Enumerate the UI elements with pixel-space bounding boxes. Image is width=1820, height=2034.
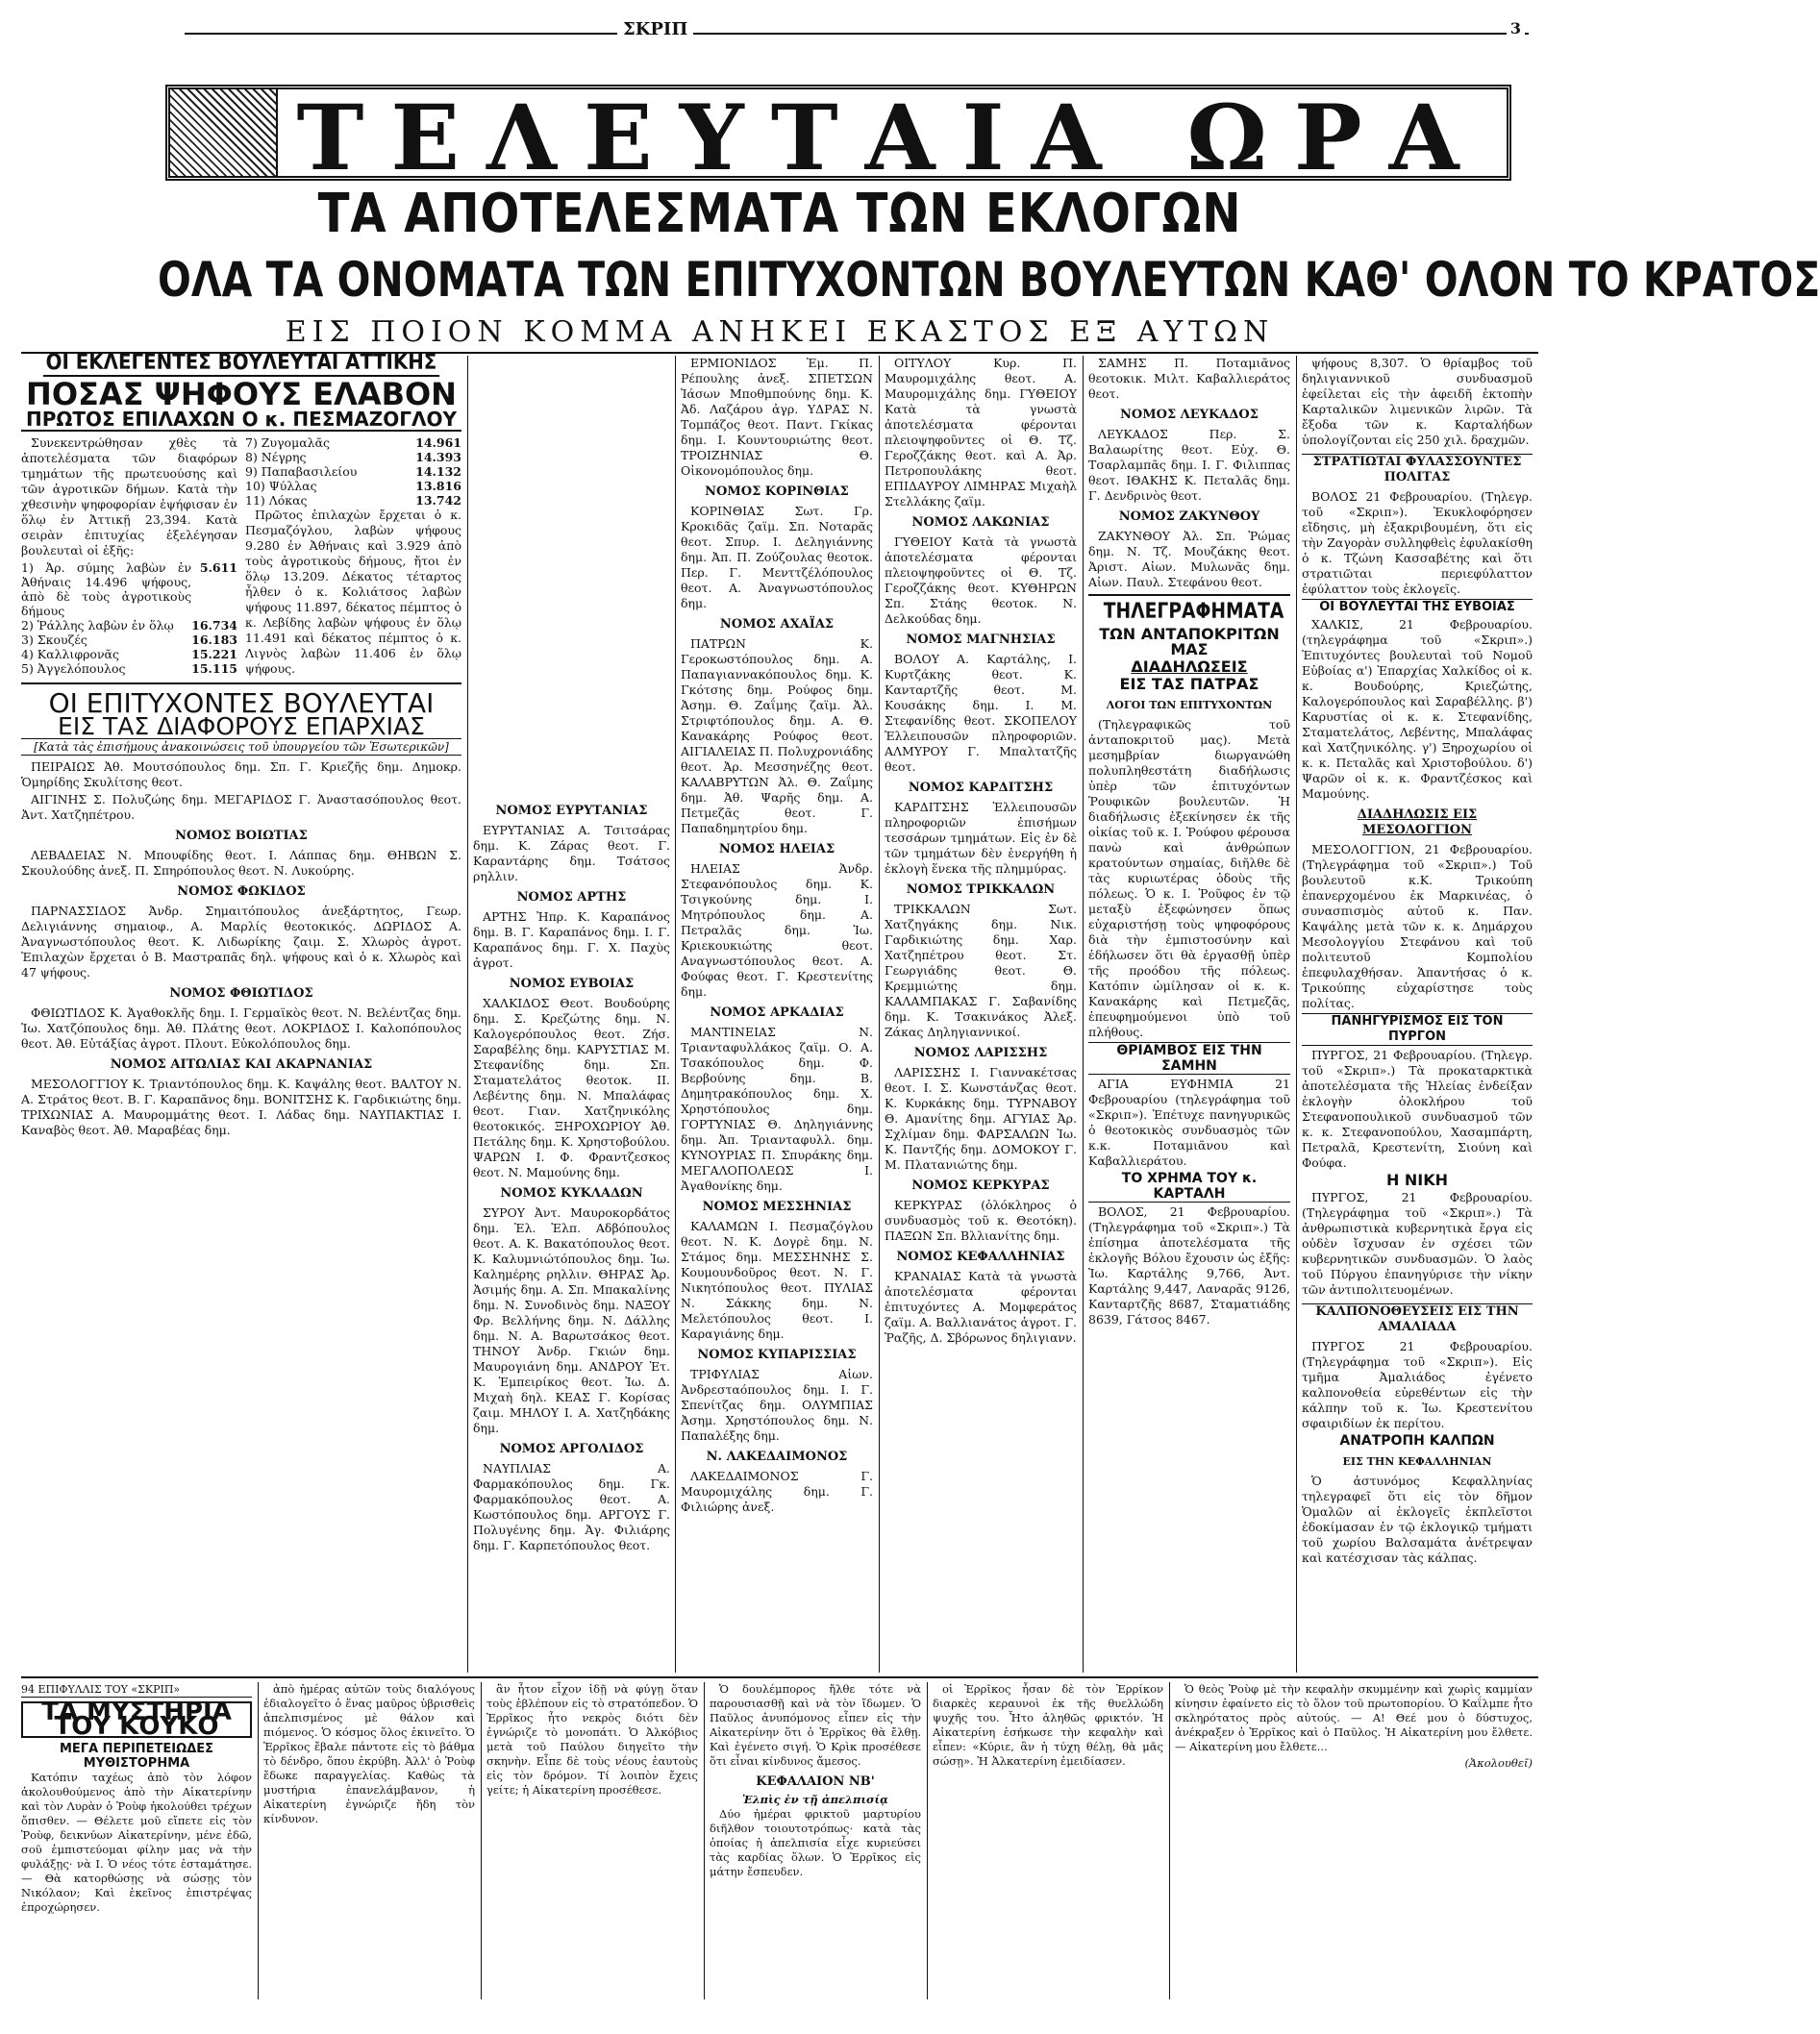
vote-count: 14.393 <box>415 450 461 464</box>
article-paragraph: ΒΟΛΟΣ 21 Φεβρουαρίου. (Τηλεγρ. τοῦ «Σκριπ»). Ἐκυκλοφόρησεν εἴδησις, μὴ ἐξακριβουμένη, ὅτι εἰς τὴν Ζαγορὰν συλληφθεὶς ἐφυλακίσθη ὁ κ. Τζώνη Κασσαβέτης καὶ ὅτι στρατιῶται περιεφύλαττον ἐφύλαττον τοὺς ἐκλογεῖς. <box>1302 489 1533 596</box>
article-paragraph: ΜΕΣΟΛΟΓΓΙΟΥ Κ. Τριαντόπουλος δημ. Κ. Καψάλης θεοτ. ΒΑΛΤΟΥ Ν. Α. Στράτος θεοτ. Β. Γ. Καραπᾶνος δημ. ΒΟΝΙΤΣΗΣ Κ. Γαρδικιώτης δημ. ΤΡΙΧΩΝΙΑΣ Α. Μαυρομμάτης θεοτ. Ι. Λάδας δημ. ΝΑΥΠΑΚΤΙΑΣ Ι. Καναβὸς θεοτ. Ἀθ. Μαραβέας δημ. <box>21 1077 461 1137</box>
section-heading: ΝΟΜΟΣ ΛΑΡΙΣΣΗΣ <box>913 1046 1048 1060</box>
section-heading: ΟΙ ΒΟΥΛΕΥΤΑΙ ΤΗΣ ΕΥΒΟΙΑΣ <box>1302 599 1533 615</box>
serial-column-6 <box>1175 1682 1533 1999</box>
runnerup-headline: ΠΡΩΤΟΣ ΕΠΙΛΑΧΩΝ Ο κ. ΠΕΣΜΑΖΟΓΛΟΥ <box>21 411 461 432</box>
serial-paragraph: Ὁ θεὸς Ῥοὺφ μὲ τὴν κεφαλὴν σκυμμένην καὶ χωρὶς καμμίαν κίνησιν ἐφαίνετο εἰς τὸ ὅλον τοῦ πρωτοπορίου. Ὁ Καΐλμπε ἦτο σκληρότατος πρὸς αὐτούς. — Α! Θεέ μου ὁ δύστυχος, ἀνέκραξεν ὁ Ἐρρῖκος καὶ ὁ Παῦλος. Ἡ Αἰκατερίνη μου ἔλθετε. — Αἰκατερίνη μου ἔλθετε... <box>1175 1682 1533 1753</box>
decorative-ornament <box>170 89 278 176</box>
section-heading: ΝΟΜΟΣ ΒΟΙΩΤΙΑΣ <box>175 829 308 843</box>
article-paragraph: ΤΡΙΚΚΑΛΩΝ Σωτ. Χατζηγάκης δημ. Νικ. Γαρδικιώτης δημ. Χαρ. Χατζηπέτρου θεοτ. Στ. Γεωργιάδης θεοτ. Θ. Κρεμμιώτης δημ. ΚΑΛΑΜΠΑΚΑΣ Γ. Σαβανίδης δημ. Κ. Τσακινάκος Ἀλεξ. Ζάκας Δηληγιαννικοί. <box>885 902 1077 1039</box>
column-rule <box>1169 1682 1170 1999</box>
serial-column-2 <box>263 1682 475 1999</box>
section-heading: ΝΟΜΟΣ ΜΑΓΝΗΣΙΑΣ <box>906 633 1056 647</box>
candidate-name: 4) Καλλιφρονᾶς <box>21 647 119 661</box>
candidate-name: 7) Ζυγομαλᾶς <box>245 435 331 450</box>
article-paragraph: ΑΡΤΗΣ Ἠπρ. Κ. Καραπάνος δημ. Β. Γ. Καραπάνος δημ. Ι. Γ. Καραπάνος δημ. Γ. Χ. Παχὺς ἀγροτ. <box>473 909 670 970</box>
section-heading: ΝΟΜΟΣ ΚΟΡΙΝΘΙΑΣ <box>705 484 849 499</box>
article-paragraph: ΕΥΡΥΤΑΝΙΑΣ Α. Τσιτσάρας δημ. Κ. Ζάρας θεοτ. Γ. Καραντάρης δημ. Τσάτσος ρηλλιν. <box>473 823 670 883</box>
attica-results <box>21 435 461 679</box>
masthead-rule <box>185 33 1529 35</box>
result-row <box>245 464 461 479</box>
vote-count: 15.221 <box>191 647 237 661</box>
article-paragraph: ΕΡΜΙΟΝΙΔΟΣ Ἐμ. Π. Ρέπουλης ἀνεξ. ΣΠΕΤΣΩΝ Ἰάσων Μποθμπούνης δημ. Κ. Ἀδ. Λαζάρου ἀγρ. ΥΔΡΑΣ Ν. Τομπάζος θεοτ. Παντ. Γκίκας δημ. Ι. Κουντουριώτης θεοτ. ΤΡΟΙΖΗΝΙΑΣ Θ. Οἰκονομόπουλος δημ. <box>681 356 873 478</box>
article-paragraph: ΛΕΒΑΔΕΙΑΣ Ν. Μπουφίδης θεοτ. Ι. Λάππας δημ. ΘΗΒΩΝ Σ. Σκουλούδης ἀνεξ. Π. Σπηρόπουλος θεοτ. Ν. Λυκούρης. <box>21 848 461 878</box>
attica-headline: ΟΙ ΕΚΛΕΓΕΝΤΕΣ ΒΟΥΛΕΥΤΑΙ ΑΤΤΙΚΗΣ <box>43 356 439 377</box>
attica-table-right <box>245 435 461 508</box>
section-heading: ΝΟΜΟΣ ΚΑΡΔΙΤΣΗΣ <box>908 781 1054 795</box>
article-paragraph: ΑΓΙΑ ΕΥΦΗΜΙΑ 21 Φεβρουαρίου (τηλεγράφημα τοῦ «Σκριπ»). Ἐπέτυχε πανηγυρικῶς ὁ θεοτοκικὸς συνδυασμὸς τῶν κ.κ. Ποταμιᾶνου καὶ Καβαλλιεράτου. <box>1088 1077 1290 1168</box>
column-rule <box>481 1682 482 1999</box>
article-paragraph: ΝΑΥΠΛΙΑΣ Α. Φαρμακόπουλος δημ. Γκ. Φαρμακόπουλος θεοτ. Α. Κωστόπουλος δημ. ΑΡΓΟΥΣ Γ. Πολυγένης δημ. Ἀγ. Φιλιάρης δημ. Γ. Καρπετόπουλος θεοτ. <box>473 1461 670 1552</box>
speeches-subheading: ΛΟΓΟΙ ΤΩΝ ΕΠΙΤΥΧΟΝΤΩΝ <box>1106 699 1273 711</box>
section-heading: ΝΟΜΟΣ ΖΑΚΥΝΘΟΥ <box>1118 509 1260 524</box>
section-heading: ΝΟΜΟΣ ΚΕΡΚΥΡΑΣ <box>911 1178 1050 1193</box>
result-row <box>245 493 461 508</box>
candidate-name: 8) Νέγρης <box>245 450 307 464</box>
main-headline: ΤΕΛΕΥΤΑΙΑ ΩΡΑ <box>296 86 1486 191</box>
article-paragraph: ΚΡΑΝΑΙΑΣ Κατὰ τὰ γνωστὰ ἀποτελέσματα φέρονται ἐπιτυχόντες Α. Μομφεράτος ζαϊμ. Α. Βαλλιανάτος ἀγροτ. Γ. Ῥαζῆς, Δ. Σβόρωνος δηλιγιανν. <box>885 1269 1077 1345</box>
article-paragraph: ΒΟΛΟΥ Α. Καρτάλης, Ι. Κυρτζάκης θεοτ. Κ. Κανταρτζῆς θεοτ. Μ. Κουσάκης δημ. Ι. Μ. Στεφανίδης θεοτ. ΣΚΟΠΕΛΟΥ Ἐλλειπουσῶν πληροφοριῶν. ΑΛΜΥΡΟΥ Γ. Μπαλτατζῆς θεοτ. <box>885 652 1077 774</box>
candidate-name: 10) Ψύλλας <box>245 479 317 493</box>
section-heading: ΝΟΜΟΣ ΕΥΒΟΙΑΣ <box>509 977 635 991</box>
section-heading: ΝΟΜΟΣ ΦΩΚΙΔΟΣ <box>177 884 306 899</box>
article-paragraph: ΚΕΡΚΥΡΑΣ (ὁλόκληρος ὁ συνδυασμὸς τοῦ κ. Θεοτόκη). ΠΑΞΩΝ Σπ. Βλλιανίτης δημ. <box>885 1198 1077 1243</box>
divider <box>21 1676 1538 1678</box>
article-paragraph: ΚΟΡΙΝΘΙΑΣ Σωτ. Γρ. Κροκιδᾶς ζαϊμ. Σπ. Νοταρᾶς θεοτ. Σπυρ. Ι. Δεληγιάννης δημ. Ἀπ. Π. Ζούζουλας θεοτοκ. Περ. Γ. Μενττζέλόπουλος θεοτ. Α. Ἀναγνωστόπουλος δημ. <box>681 504 873 610</box>
article-paragraph: ΠΥΡΓΟΣ 21 Φεβρουαρίου. (Τηλεγράφημα τοῦ «Σκριπ»). Εἰς τμῆμα Ἀμαλιάδος ἐγένετο καλπονοθεία εὐρεθέντων εἰς τὴν κάλπην τοῦ κ. Ἰω. Κρεστενίτου σφαιριδίων ἐκ περίτου. <box>1302 1339 1533 1430</box>
section-heading: ΝΟΜΟΣ ΚΥΠΑΡΙΣΣΙΑΣ <box>697 1348 857 1362</box>
telegrams-subheadline: ΤΩΝ ΑΝΤΑΠΟΚΡΙΤΩΝ ΜΑΣ <box>1099 625 1280 658</box>
article-paragraph: ΖΑΚΥΝΘΟΥ Ἀλ. Σπ. Ῥώμας δημ. Ν. Τζ. Μουζάκης θεοτ. Ἀριστ. Αἰων. Μυλωνᾶς δημ. Αἰων. Παυλ. Στεφάνου θεοτ. <box>1088 529 1290 589</box>
section-heading: ΝΟΜΟΣ ΜΕΣΣΗΝΙΑΣ <box>702 1200 852 1214</box>
section-heading: ΝΟΜΟΣ ΑΡΓΟΛΙΔΟΣ <box>499 1442 644 1456</box>
column-rule <box>704 1682 705 1999</box>
candidate-name: 2) Ῥάλλης λαβὼν ἐν ὅλῳ <box>21 618 174 633</box>
section-heading: ΝΟΜΟΣ ΚΥΚΛΑΔΩΝ <box>500 1186 643 1201</box>
candidate-name: 9) Παπαβασιλείου <box>245 464 358 479</box>
source-note: [Κατὰ τὰς ἐπισήμους ἀνακοινώσεις τοῦ ὑπουργείου τῶν Ἐσωτερικῶν] <box>21 738 461 756</box>
section-heading: ΝΟΜΟΣ ΚΕΦΑΛΛΗΝΙΑΣ <box>896 1250 1065 1264</box>
section-heading: ΝΟΜΟΣ ΛΕΥΚΑΔΟΣ <box>1120 408 1259 422</box>
column-rule <box>258 1682 259 1999</box>
section-heading: ΔΙΑΔΗΛΩΣΙΣ ΕΙΣ ΜΕΣΟΛΟΓΓΙΟΝ <box>1357 807 1478 837</box>
article-paragraph: ΦΘΙΩΤΙΔΟΣ Κ. Ἀγαθοκλῆς δημ. Ι. Γερμαϊκὸς θεοτ. Ν. Βελέντζας δημ. Ἰω. Χατζόπουλος δημ. Ἀθ. Πλάτης θεοτ. ΛΟΚΡΙΔΟΣ Ι. Καλοπόπουλος θεοτ. Ἀθ. Εὐτάξίας ἀγροτ. Πλουτ. Εὐκολόπουλος δημ. <box>21 1005 461 1051</box>
column-4 <box>885 356 1077 1673</box>
article-paragraph: ΠΥΡΓΟΣ, 21 Φεβρουαρίου. (Τηλεγρ. τοῦ «Σκριπ».) Τὰ προκαταρκτικὰ ἀποτελέσματα τῆς Ἠλείας ἐνδείξαν ἐκλογὴν ὁλοκλήρου τοῦ Στεφανοπουλικοῦ συνδυασμοῦ τῶν κ. κ. Στεφανοπούλου, Χασαμπάρτη, Πετραλᾶ, Κρεστενίτη, Σιούνη καὶ Φούφα. <box>1302 1048 1533 1170</box>
serial-paragraph: Δύο ἡμέραι φρικτοῦ μαρτυρίου διῆλθον τοιουτοτρόπως· κατὰ τὰς ὁποίας ἡ ἀπελπισία εἶχε κυριεύσει τὰς καρδίας ὅλων. Ὁ Ἐρρῖκος εἰς μάτην ἔσπευδεν. <box>710 1807 921 1878</box>
column-rule <box>675 356 676 1673</box>
kartalis-headline: ΤΟ ΧΡΗΜΑ ΤΟΥ κ. ΚΑΡΤΑΛΗ <box>1088 1171 1290 1203</box>
serial-column-5 <box>933 1682 1163 1999</box>
article-paragraph: Ὁ ἀστυνόμος Κεφαλληνίας τηλεγραφεῖ ὅτι εἰς τὸν δῆμον Ὁμαλῶν αἱ ἐκλογεῖς ἐκπλεῖστοι ἐδοκίμασαν ἐν τῷ ἐκλογικῷ τμήματι τοῦ χωρίου Βαλσαμάτα ἀνέτρεψαν καὶ κατέσχισαν τὰς κάλπας. <box>1302 1474 1533 1565</box>
section-subheading: ΕΙΣ ΤΗΝ ΚΕΦΑΛΛΗΝΙΑΝ <box>1342 1455 1492 1468</box>
chapter-heading: ΚΕΦΑΛΑΙΟΝ ΝΒ' <box>756 1774 875 1789</box>
serial-paragraph: ἂν ἦτον εἶχον ἰδῇ νὰ φύγῃ ὅταν τοὺς ἐβλέπουν εἰς τὸ στρατόπεδον. Ὁ Ἐρρῖκος ἦτο νεκρὸς διότι δὲν ἐγνώριζε τὸ μονοπάτι. Ὁ Ἀλκόβιος μετὰ τοῦ Παύλου διηγεῖτο τὴν σκηνὴν. Εἶπε δὲ τοὺς νέους ἑαυτοὺς εἰς τὸν δρόμον. Τί λοιπὸν ἔχεις γείτε; ἡ Αἰκατερίνη προσέθεσε. <box>486 1682 698 1797</box>
serial-column-1 <box>21 1682 252 1999</box>
section-heading: ΑΝΑΤΡΟΠΗ ΚΑΛΠΩΝ <box>1339 1433 1495 1449</box>
serial-column-4 <box>710 1682 921 1999</box>
article-paragraph: ΜΑΝΤΙΝΕΙΑΣ Ν. Τριανταφυλλάκος ζαϊμ. Ο. Α. Τσακόπουλος δημ. Φ. Βερβούνης δημ. Β. Δημητρακόπουλος δημ. Χ. Χρηστόπουλος δημ. ΓΟΡΤΥΝΙΑΣ Θ. Δηληγιάννης δημ. Ἀπ. Τριανταφυλλ. δημ. ΚΥΝΟΥΡΙΑΣ Π. Σπυράκης δημ. ΜΕΓΑΛΟΠΟΛΕΩΣ Ι. Ἀγαθονίκης δημ. <box>681 1025 873 1193</box>
article-paragraph: ΣΥΡΟΥ Ἀντ. Μαυροκορδάτος δημ. Ἐλ. Ἐλπ. Αδβόπουλος θεοτ. Α. Κ. Βακατόπουλος θεοτ. Κ. Καλυμνιώτόπουλος δημ. Ἰω. Καλημέρης ρηλλιν. ΘΗΡΑΣ Ἀρ. Ἀσιμής δημ. Α. Σπ. Μπακαλίνης δημ. Ν. Συνοδινὸς δημ. ΝΑΞΟΥ Φρ. Βελλήνης δημ. Ν. Δάλλης δημ. Ν. Α. Βαρωτσάκος θεοτ. ΤΗΝΟΥ Ἀνδρ. Γκιών δημ. Μαυρογιάνη δημ. ΑΝΔΡΟΥ Ἐτ. Κ. Ἐμπειρίκος θεοτ. Ἰω. Δ. Μιχαὴ δηλ. ΚΕΑΣ Γ. Κορίσας ζαιμ. ΜΗΛΟΥ Ι. Α. Χατζηδάκης δημ. <box>473 1205 670 1435</box>
section-heading: ΝΟΜΟΣ ΛΑΚΩΝΙΑΣ <box>911 515 1050 530</box>
continued-note: (Ἀκολουθεῖ) <box>1464 1756 1533 1770</box>
vote-count: 16.734 <box>191 618 237 633</box>
column-1 <box>21 351 461 1673</box>
article-paragraph: ΚΑΡΔΙΤΣΗΣ Ἐλλειπουσῶν πληροφοριῶν ἐπισήμων τεσσάρων τμημάτων. Εἰς ἐν δὲ τῶν τμημάτων δὲν ἐνεργήθη ἡ ἐκλογὴ ἕνεκα τῆς πλημμύρας. <box>885 800 1077 876</box>
result-row <box>245 435 461 450</box>
column-rule <box>1083 356 1084 1673</box>
second-headline: ΤΑ ΑΠΟΤΕΛΕΣΜΑΤΑ ΤΩΝ ΕΚΛΟΓΩΝ <box>317 183 1242 245</box>
section-heading: ΝΟΜΟΣ ΑΙΤΩΛΙΑΣ ΚΑΙ ΑΚΑΡΝΑΝΙΑΣ <box>110 1057 373 1072</box>
attica-left <box>21 435 237 679</box>
article-paragraph: ΠΥΡΓΟΣ, 21 Φεβρουαρίου. (Τηλεγράφημα τοῦ «Σκριπ».) Τὰ ἀνθρωπιστικὰ κυβερνητικὰ ἔργα εἰς οὐδὲν ἴσχυσαν ἐν σχέσει τῶν κυβερνητικῶν συνδυασμῶν. Ὁ λαὸς τοῦ Πύργου ἐπανηγύρισε τὴν νίκην τῶν ἀντιπολιτευομένων. <box>1302 1190 1533 1297</box>
vote-count: 14.961 <box>415 435 461 450</box>
article-paragraph: ΧΑΛΚΙΣ, 21 Φεβρουαρίου. (τηλεγράφημα τοῦ «Σκριπ».) Ἐπιτυχόντες βουλευταὶ τοῦ Νομοῦ Εὐβοίας α') Ἐπαρχίας Χαλκίδος οἱ κ. κ. Βουδούρης, Κριεζώτης, Καλογερόπουλος καὶ Σαραβέλλης. β') Καρυστίας οἱ κ. κ. Στεφανίδης, Σταματελάτος, Λεβέντης, Μπαλάφας καὶ Χατζηνικόλης. γ') Ξηροχωρίου οἱ κ. κ. Πεταλᾶς καὶ Χριστοβούλου. δ') Ψαρῶν οἱ κ. κ. Φραντζέσκος καὶ Μαμούνης. <box>1302 617 1533 801</box>
serial-paragraph: οἱ Ἐρρῖκος ἦσαν δὲ τὸν Ἐρρίκον διαρκὲς κεραυνοὶ ἐκ τῆς θυελλώδη ψυχῆς του. Ἦτο ἀληθῶς φρικτόν. Ἡ Αἰκατερίνη ἐσήκωσε τὴν κεφαλὴν καὶ εἶπεν: «Κύριε, ἂν ἡ τύχη θέλῃ, θὰ μᾶς σώσῃ». Ἡ Ἀλκατερίνη ἐμειδίασεν. <box>933 1682 1163 1768</box>
section-heading: Ν. ΛΑΚΕΔΑΙΜΟΝΟΣ <box>706 1450 848 1464</box>
masthead-name: ΣΚΡΙΠ <box>617 19 693 39</box>
result-row <box>21 633 237 647</box>
article-paragraph: ΛΑΚΕΔΑΙΜΟΝΟΣ Γ. Μαυρομιχάλης δημ. Γ. Φιλιώρης ἀνεξ. <box>681 1469 873 1514</box>
section-heading: ΝΟΜΟΣ ΑΡΚΑΔΙΑΣ <box>710 1005 844 1020</box>
article-paragraph: ΣΑΜΗΣ Π. Ποταμιᾶνος θεοτοκικ. Μιλτ. Καβαλλιεράτος θεοτ. <box>1088 356 1290 401</box>
headline-box <box>165 85 1511 191</box>
article-paragraph: ΧΑΛΚΙΔΟΣ Θεοτ. Βουδούρης δημ. Σ. Κρεζώτης δημ. Ν. Καλογερόπουλος θεοτ. Ζήσ. Σαραβέλης δημ. ΚΑΡΥΣΤΙΑΣ Μ. Στεφανίδης δημ. Σπ. Σταματελάτος θεοτοκ. ΙΙ. Λεβέντης δημ. Ν. Μπαλάφας θεοτ. Γιαν. Χατζηνικόλης θεοτοκικός. ΞΗΡΟΧΩΡΙΟΥ Ἀθ. Πετάλης δημ. Κ. Χρηστοβούλου. ΨΑΡΩΝ Ι. Φ. Φραντζεσκος θεοτ. Ν. Μαμούνης δημ. <box>473 996 670 1179</box>
vote-count: 13.816 <box>415 479 461 493</box>
article-paragraph: ΠΑΡΝΑΣΣΙΔΟΣ Ἀνδρ. Σημαιτόπουλος ἀνεξάρτητος, Γεωρ. Δελιγιάννης σημαιοφ., Α. Μαρλίς θεοτοκικός. ΔΩΡΙΔΟΣ Α. Ἀναγνωστόπουλος θεοτ. Κ. Λιδωρίκης ζαιμ. Σ. Χλωρὸς ἀγροτ. Ἐπιλαχὼν ἔρχεται ὁ Β. Μαστραπᾶς δηλ. ψήφους καὶ ὁ κ. Χλωρὸς καὶ 47 ψήφους. <box>21 904 461 980</box>
article-paragraph: ΟΙΤΥΛΟΥ Κυρ. Π. Μαυρομιχάλης θεοτ. Α. Μαυρομιχάλης δημ. ΓΥΘΕΙΟΥ Κατὰ τὰ γνωστὰ ἀποτελέσματα φέρονται πλειοψηφοῦντες οἱ Θ. Τζ. Γεροζζάκης θεοτ. καὶ Α. Ἀρ. Πετροπουλάκης θεοτ. ΕΠΙΔΑΥΡΟΥ ΛΙΜΗΡΑΣ Μιχαὴλ Στελλάκης ζαϊμ. <box>885 356 1077 508</box>
page-number: 3 <box>1507 19 1525 37</box>
section-heading: ΠΑΝΗΓΥΡΙΣΜΟΣ ΕΙΣ ΤΟΝ ΠΥΡΓΟΝ <box>1302 1013 1533 1046</box>
vote-count: 16.183 <box>191 633 237 647</box>
section-heading: ΝΟΜΟΣ ΑΧΑΪΑΣ <box>719 617 835 632</box>
section-heading: ΝΟΜΟΣ ΗΛΕΙΑΣ <box>718 842 835 856</box>
demonstrations-headline: ΔΙΑΔΗΛΩΣΕΙΣ <box>1131 657 1248 676</box>
column-3 <box>681 356 873 1673</box>
serial-paragraph: Κατόπιν ταχέως ἀπὸ τὸν λόφον ἀκολουθούμενος ἀπὸ τὴν Αἰκατερίνην καὶ τὸν Λυρὰν ὁ Ῥοὺφ ἠκολούθει τρέχων ὄπισθεν. — Θέλετε μοῦ εἴπετε εἰς τὸν Ῥοὺφ, δεικνύων Αἰκατερίνην, μένε ἐδῶ, σοῦ ἐμπιστεύομαι φίλην μας νὰ τὴν φυλάξῃς· νὰ Ι. Ὁ νέος τότε ἐσταμάτησε. — Θὰ κατορθώσῃς νὰ σώσῃς τὸν Νικόλαον; Καὶ ἐκεῖνος ἐπιστρέψας ἐπροχώρησεν. <box>21 1771 252 1914</box>
vote-count: 5.611 <box>199 560 237 575</box>
column-rule <box>927 1682 928 1999</box>
divider <box>21 682 461 684</box>
result-row <box>21 560 237 618</box>
attica-intro: Συνεκεντρώθησαν χθὲς τὰ ἀποτελέσματα τῶν διαφόρων τμημάτων τῆς πρωτευούσης καὶ τῶν ἀγροτικῶν δήμων. Κατὰ τὴν χθεσινὴν ψηφοφορίαν ἐψήφισαν ἐν ὅλῳ ἐν Ἀττικῇ 23,394. Κατὰ σειρὰν ἐπιτυχίας ἐξελέγησαν βουλευταὶ οἱ ἑξῆς: <box>21 435 237 558</box>
section-heading: ΚΑΛΠΟΝΟΘΕΥΣΕΙΣ ΕΙΣ ΤΗΝ ΑΜΑΛΙΑΔΑ <box>1302 1303 1533 1335</box>
article-paragraph: ΑΙΓΙΝΗΣ Σ. Πολυζώης δημ. ΜΕΓΑΡΙΔΟΣ Γ. Ἀναστασόπουλος θεοτ. Ἀντ. Χατζηπέτρου. <box>21 792 461 822</box>
section-heading: Η ΝΙΚΗ <box>1385 1171 1449 1189</box>
winners-headline: ΟΙ ΕΠΙΤΥΧΟΝΤΕΣ ΒΟΥΛΕΥΤΑΙ <box>48 687 435 719</box>
result-row <box>21 647 237 661</box>
newspaper-page <box>21 10 1820 2024</box>
result-row <box>21 618 237 633</box>
article-paragraph: ΚΑΛΑΜΩΝ Ι. Πεσμαζόγλου θεοτ. Ν. Κ. Δογρὲ δημ. Ν. Στάμος δημ. ΜΕΣΣΗΝΗΣ Σ. Κουμουνδοῦρος θεοτ. Ν. Γ. Νικητόπουλος θεοτ. ΠΥΛΙΑΣ Ν. Σάκκης δημ. Ν. Μελετόπουλος θεοτ. Ι. Καραγιάνης δημ. <box>681 1219 873 1341</box>
serial-subtitle: ΜΕΓΑ ΠΕΡΙΠΕΤΕΙΩΔΕΣ ΜΥΘΙΣΤΟΡΗΜΑ <box>59 1742 214 1771</box>
column-rule <box>1296 356 1297 1673</box>
candidate-name: 11) Λόκας <box>245 493 308 508</box>
result-row <box>21 661 237 676</box>
section-heading: ΝΟΜΟΣ ΦΘΙΩΤΙΔΟΣ <box>169 986 313 1001</box>
column-rule <box>879 356 880 1673</box>
column-5 <box>1088 356 1290 1673</box>
section-heading: ΣΤΡΑΤΙΩΤΑΙ ΦΥΛΑΣΣΟΥΝΤΕΣ ΠΟΛΙΤΑΣ <box>1302 454 1533 485</box>
article-paragraph: ΒΟΛΟΣ, 21 Φεβρουαρίου. (Τηλεγράφημα τοῦ «Σκριπ».) Τὰ ἐπίσημα ἀποτελέσματα τῆς ἐκλογῆς Βόλου ἔχουσιν ὡς ἑξῆς: Ἰω. Καρτάλης 9,766, Ἀντ. Καρτάλης 9,447, Λαναρᾶς 9126, Κανταρτζῆς 8687, Σταματιάδης 8639, Γάτσος 8467. <box>1088 1204 1290 1327</box>
section-heading: ΝΟΜΟΣ ΤΡΙΚΚΑΛΩΝ <box>906 882 1056 897</box>
serial-paragraph: ἀπὸ ἡμέρας αὐτῶν τοὺς διαλόγους ἐδιαλογεῖτο ὁ ἕνας μαῦρος ὑβρισθεὶς ἀπελπισμένος μὲ θάλον καὶ πιόμενος. Ὁ κόσμος ὅλος ἐκινεῖτο. Ὁ Ἐρρῖκος ἔβαλε πάντοτε εἰς τὸ βάθμα τὸ δένδρο, ὅπου ἐκρύβη. Ἀλλ' ὁ Ῥοὺφ ἔδωκε παραγγελίας. Καθὼς τὰ μυστήρια ἐπανελάμβανον, ἡ Αἰκατερίνη ἐγνώριζε ἤδη τὸν κίνδυνον. <box>263 1682 475 1825</box>
attica-table-left <box>21 560 237 676</box>
vote-count: 14.132 <box>415 464 461 479</box>
article-paragraph: ΛΑΡΙΣΣΗΣ Ι. Γιαννακέτσας θεοτ. Ι. Σ. Κωνστάνζας θεοτ. Κ. Κυρκάκης δημ. ΤΥΡΝΑΒΟΥ Θ. Αμανίτης δημ. ΑΓΥΙΑΣ Ἀρ. Σχλίμαν δημ. ΦΑΡΣΑΛΩΝ Ἰω. Κ. Παντζής δημ. ΔΟΜΟΚΟΥ Γ. Μ. Πλατανιώτης δημ. <box>885 1065 1077 1172</box>
column-6 <box>1302 356 1533 1673</box>
article-paragraph: ΛΕΥΚΑΔΟΣ Περ. Σ. Βαλαωρίτης θεοτ. Εὐχ. Θ. Τσαρλαμπᾶς δημ. Ι. Γ. Φιλιππας θεοτ. ΙΘΑΚΗΣ Κ. Πεταλᾶς δημ. Γ. Δενδρινὸς θεοτ. <box>1088 427 1290 503</box>
article-paragraph: (Τηλεγραφικῶς τοῦ ἀνταποκριτοῦ μας). Μετὰ μεσημβρίαν διωργανώθη πολυπληθεστάτη διαδήλωσις ὑπὲρ τῶν ἐπιτυχόντων Ῥουφικῶν βουλευτῶν. Ἡ διαδήλωσις ἐξεκίνησεν ἐκ τῆς οἰκίας τοῦ κ. Ι. Ῥούφου φέρουσα πανὼ καὶ ἀνθρώπων κρατούντων σημαίας, διῆλθε δὲ τὰς κυριωτέρας ὁδοὺς τῆς πόλεως. Ὁ κ. Ι. Ῥοῦφος ἐν τῷ μεταξὺ ἐξεφώνησεν ὅπως εὐχαριστήσῃ τοὺς ψηφοφόρους διὰ τὴν ἐμπιστοσύνην καὶ ἐδήλωσεν ὅτι θὰ ἐργασθῇ ὑπὲρ τῆς προόδου τῆς πόλεως. Κατόπιν ὡμίλησαν οἱ κ. κ. Κανακάρης καὶ Πετμεζᾶς, ἐπευφημούμενοι ὑπὸ τοῦ πλήθους. <box>1088 717 1290 1039</box>
serial-column-3 <box>486 1682 698 1999</box>
provinces-headline: ΕΙΣ ΤΑΣ ΔΙΑΦΟΡΟΥΣ ΕΠΑΡΧΙΑΣ <box>58 712 425 740</box>
article-paragraph: ψήφους 8,307. Ὁ θρίαμβος τοῦ δηλιγιαννικοῦ συνδυασμοῦ ἐφείλεται εἰς τὴν ἀφειδῆ ἐκτοπὴν Καρταλικῶν λιμενικῶν λιρῶν. Τὰ ἔξοδα τῶν κ. Καρταλήδων ὑπολογίζονται εἰς 250 χιλ. δραχμῶν. <box>1302 356 1533 447</box>
telegrams-headline: ΤΗΛΕΓΡΑΦΗΜΑΤΑ <box>1103 600 1284 624</box>
serial-strip: 94 ΕΠΙΦΥΛΛΙΣ ΤΟΥ «ΣΚΡΙΠ» <box>21 1682 252 1698</box>
article-paragraph: ΗΛΕΙΑΣ Ἀνδρ. Στεφανόπουλος δημ. Κ. Τσιγκούνης δημ. Ι. Μητρόπουλος δημ. Α. Πετραλᾶς δημ. Ἰω. Κριεκουκιώτης θεοτ. Αναγνωστόπουλος θεοτ. Α. Φούφας θεοτ. Γ. Κρεστενίτης δημ. <box>681 861 873 999</box>
section-heading: ΝΟΜΟΣ ΑΡΤΗΣ <box>516 890 627 905</box>
sami-headline: ΘΡΙΑΜΒΟΣ ΕΙΣ ΤΗΝ ΣΑΜΗΝ <box>1088 1042 1290 1075</box>
column-2 <box>473 798 670 1673</box>
attica-right <box>245 435 461 679</box>
serial-title: ΤΑ ΜΥΣΤΗΡΙΑ ΤΟΥ ΚΟΥΚΟ <box>21 1701 252 1738</box>
chapter-title: Ἐλπὶς ἐν τῇ ἀπελπισίᾳ <box>742 1793 888 1806</box>
candidate-name: 1) Ἀρ. σύμης λαβὼν ἐν Ἀθήναις 14.496 ψήφους, ἀπὸ δὲ τοὺς ἀγροτικοὺς δήμους <box>21 560 192 618</box>
masthead <box>21 10 1538 67</box>
candidate-name: 3) Σκουζές <box>21 633 87 647</box>
article-paragraph: ΤΡΙΦΥΛΙΑΣ Αἰων. Ἀνδρεσταόπουλος δημ. Ι. Γ. Σπενίτζας δημ. ΟΛΥΜΠΙΑΣ Ἀσημ. Χρηστόπουλος δημ. Ν. Παπαλέξης δημ. <box>681 1367 873 1443</box>
third-headline: ΟΛΑ ΤΑ ΟΝΟΜΑΤΑ ΤΩΝ ΕΠΙΤΥΧΟΝΤΩΝ ΒΟΥΛΕΥΤΩΝ ΚΑΘ' ΟΛΟΝ ΤΟ ΚΡΑΤΟΣ <box>158 252 1820 308</box>
column-rule <box>467 356 468 1673</box>
article-paragraph: ΠΑΤΡΩΝ Κ. Γεροκωστόπουλος δημ. Α. Παπαγιαννακόπουλος δημ. Κ. Γκότσης δημ. Ρούφος δημ. Ἀσημ. Θ. Ζαΐμης ζαϊμ. Ἀλ. Στριφτόπουλος δημ. Α. Θ. Κανακάρης Ρούφος θεοτ. ΑΙΓΙΑΛΕΙΑΣ Π. Πολυχρονιάδης θεοτ. Ἀρ. Μεσσηνέζης θεοτ. ΚΑΛΑΒΡΥΤΩΝ Ἀλ. Θ. Ζαΐμης δημ. Ἀθ. Ψαρῆς δημ. Α. Πετμεζᾶς θεοτ. Γ. Παπαδημητρίου δημ. <box>681 636 873 835</box>
article-paragraph: ΓΥΘΕΙΟΥ Κατὰ τὰ γνωστὰ ἀποτελέσματα φέρονται πλειοψηφοῦντες οἱ Θ. Τζ. Γεροζζάκης θεοτ. ΚΥΘΗΡΩΝ Σπ. Στάης θεοτοκ. Ν. Δελκούδας δημ. <box>885 534 1077 626</box>
candidate-name: 5) Ἀγγελόπουλος <box>21 661 126 676</box>
article-paragraph: ΠΕΙΡΑΙΩΣ Ἀθ. Μουτσόπουλος δημ. Σπ. Γ. Κριεζῆς δημ. Δημοκρ. Ὁμηρίδης Σκυλίτσης θεοτ. <box>21 759 461 789</box>
vote-count: 15.115 <box>191 661 237 676</box>
serial-paragraph: Ὁ δουλέμπορος ἤλθε τότε νὰ παρουσιασθῇ καὶ νὰ τὸν ἴδωμεν. Ὁ Παῦλος ἀνυπόμονος εἶπεν εἰς τὴν Αἰκατερίνην ὅτι ὁ Ἐρρῖκος θὰ ἔλθῃ. Καὶ ἐγένετο σιγή. Ὁ Κρὶκ προσέθεσε ὅτι εἶναι κίνδυνος ἄμεσος. <box>710 1682 921 1768</box>
patras-headline: ΕΙΣ ΤΑΣ ΠΑΤΡΑΣ <box>1119 675 1259 693</box>
article-paragraph: ΜΕΣΟΛΟΓΓΙΟΝ, 21 Φεβρουαρίου. (Τηλεγράφημα τοῦ «Σκριπ».) Τοῦ βουλευτοῦ κ.Κ. Τρικούπη ἐπανερχομένου ἐκ Μαρκινέας, ὁ συνασπισμὸς αὐτοῦ κ. Παν. Καψάλης μετὰ τῶν κ. κ. Δημάρχου Μεσολογγίου Στεφάνου καὶ τοῦ πολιτευτοῦ Κομπολίου ἐπεφυλαχθήσαν. Ἁπαντήσας ὁ κ. Τρικούπης εὐχαρίστησε τοὺς πολίτας. <box>1302 842 1533 1010</box>
result-row <box>245 450 461 464</box>
divider <box>1088 594 1290 596</box>
attica-runnerup-text: Πρῶτος ἐπιλαχὼν ἔρχεται ὁ κ. Πεσμαζόγλου, λαβὼν ψήφους 9.280 ἐν Ἀθήναις καὶ 3.929 ἀπὸ τοὺς ἀγροτικοὺς δήμους, ἤτοι ἐν ὅλῳ 13.209. Δέκατος τέταρτος ἦλθεν ὁ κ. Κολιάτσος λαβὼν ψήφους 11.897, δέκατος πέμπτος ὁ κ. Λεβίδης λαβὼν ψήφους ἐν ὅλῳ 11.491 καὶ δέκατος πέμπτος ὁ κ. Λιγνὸς λαβὼν 11.406 ἐν ὅλῳ ψήφους. <box>245 508 461 676</box>
result-row <box>245 479 461 493</box>
section-heading: ΝΟΜΟΣ ΕΥΡΥΤΑΝΙΑΣ <box>495 804 648 818</box>
fourth-headline: ΕΙΣ ΠΟΙΟΝ ΚΟΜΜΑ ΑΝΗΚΕΙ ΕΚΑΣΤΟΣ ΕΞ ΑΥΤΩΝ <box>285 315 1275 349</box>
votes-headline: ΠΟΣΑΣ ΨΗΦΟΥΣ ΕΛΑΒΟΝ <box>26 376 457 412</box>
vote-count: 13.742 <box>415 493 461 508</box>
